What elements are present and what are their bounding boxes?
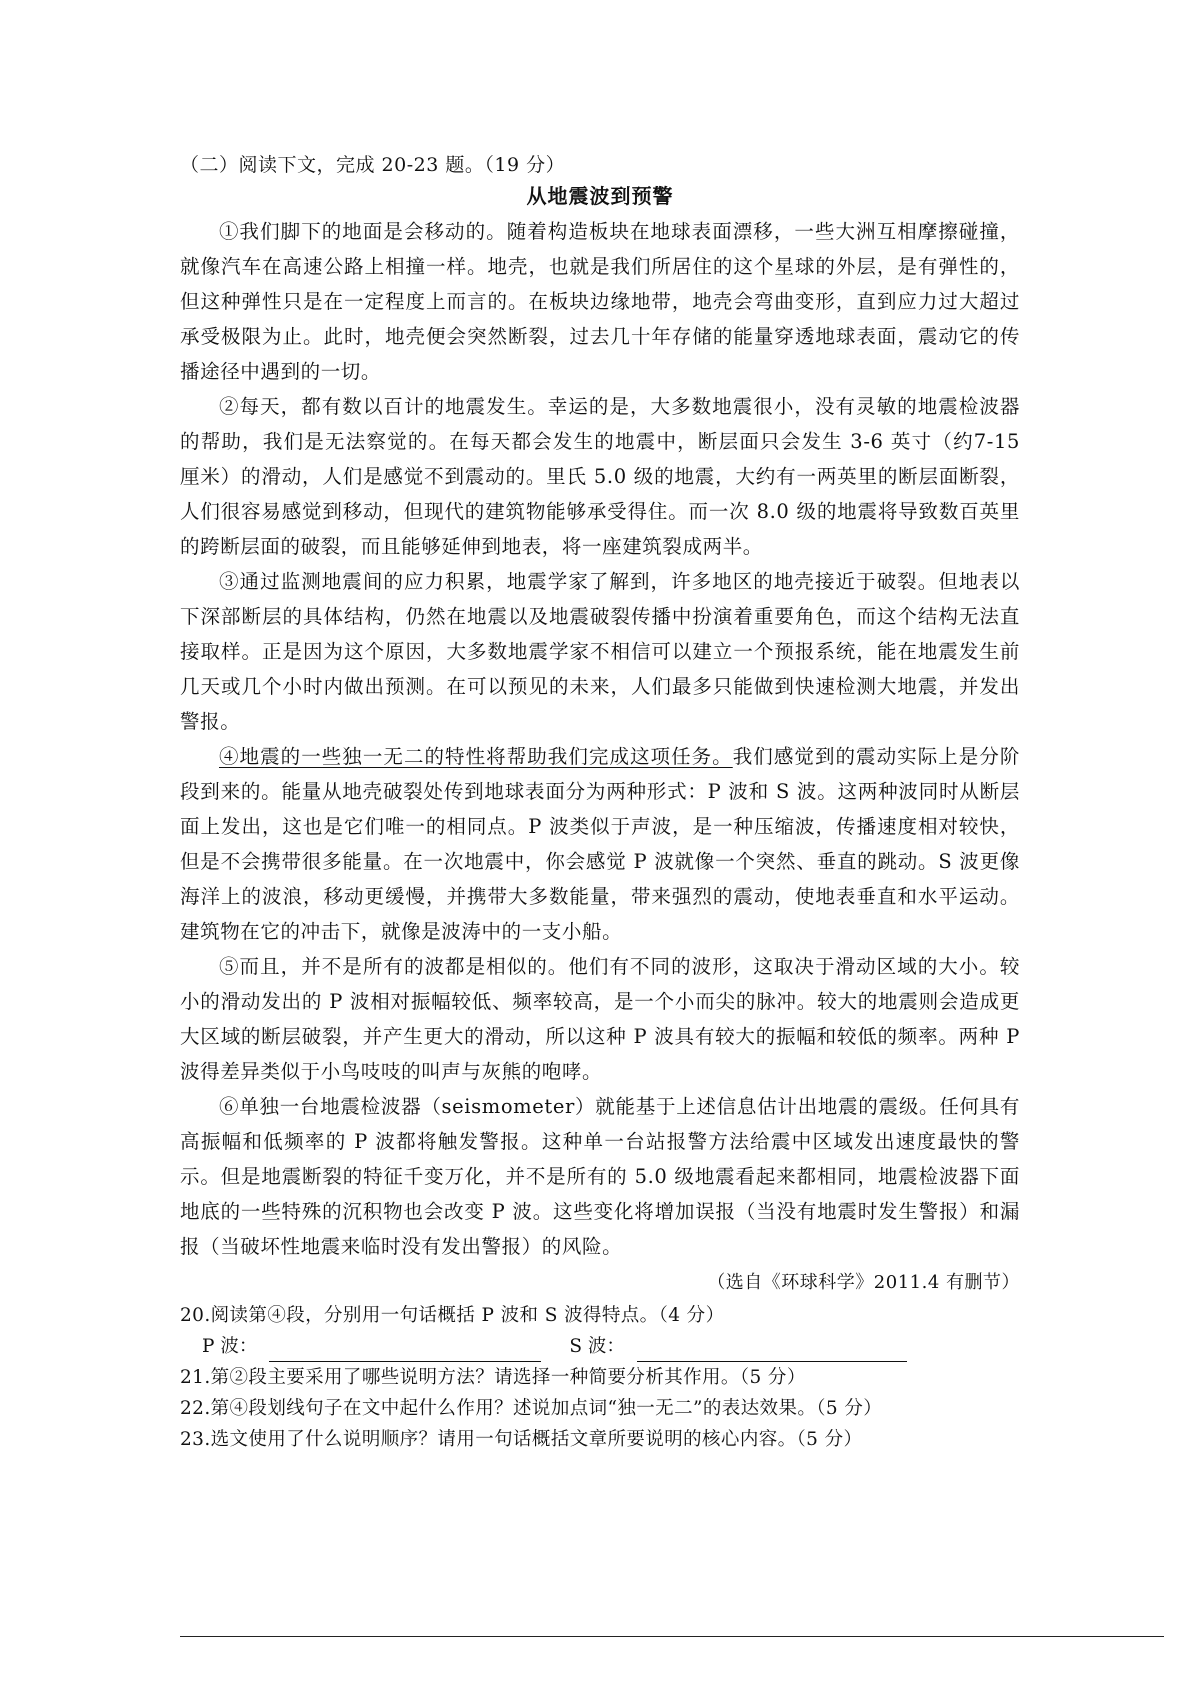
- paragraph-4-body: 我们感觉到的震动实际上是分阶段到来的。能量从地壳破裂处传到地球表面分为两种形式：P 波和 S 波。这两种波同时从断层面上发出，这也是它们唯一的相同点。P 波类似于声波，是一种压缩波，传播速度相对较快，但是不会携带很多能量。在一次地震中，你会感觉 P 波就像一个突然、垂直的跳动。S 波更像海洋上的波浪，移动更缓慢，并携带大多数能量，带来强烈的震动，使地表垂直和水平运动。建筑物在它的冲击下，就像是波涛中的一支小船。: [180, 745, 1020, 943]
- question-21: 21.第②段主要采用了哪些说明方法？请选择一种简要分析其作用。（5 分）: [180, 1367, 806, 1388]
- paragraph-6: ⑥单独一台地震检波器（seismometer）就能基于上述信息估计出地震的震级。任何具有高振幅和低频率的 P 波都将触发警报。这种单一台站报警方法给震中区域发出速度最快的警示。但是地震断裂的特征千变万化，并不是所有的 5.0 级地震看起来都相同，地震检波器下面地底的一些特殊的沉积物也会改变 P 波。这些变化将增加误报（当没有地震时发生警报）和漏报（当破坏性地震来临时没有发出警报）的风险。: [180, 1095, 1020, 1258]
- paragraph-1: ①我们脚下的地面是会移动的。随着构造板块在地球表面漂移，一些大洲互相摩擦碰撞，就像汽车在高速公路上相撞一样。地壳，也就是我们所居住的这个星球的外层，是有弹性的，但这种弹性只是在一定程度上而言的。在板块边缘地带，地壳会弯曲变形，直到应力过大超过承受极限为止。此时，地壳便会突然断裂，过去几十年存储的能量穿透地球表面，震动它的传播途径中遇到的一切。: [180, 220, 1020, 383]
- paragraph-5: ⑤而且，并不是所有的波都是相似的。他们有不同的波形，这取决于滑动区域的大小。较小的滑动发出的 P 波相对振幅较低、频率较高，是一个小而尖的脉冲。较大的地震则会造成更大区域的断层破裂，并产生更大的滑动，所以这种 P 波具有较大的振幅和较低的频率。两种 P 波得差异类似于小鸟吱吱的叫声与灰熊的咆哮。: [180, 955, 1020, 1083]
- article-title: 从地震波到预警: [526, 184, 674, 208]
- source-citation: （选自《环球科学》2011.4 有删节）: [707, 1272, 1020, 1293]
- underlined-sentence: ④地震的一些独一无二的特性将帮助我们完成这项任务。: [219, 745, 733, 768]
- paragraph-2: ②每天，都有数以百计的地震发生。幸运的是，大多数地震很小，没有灵敏的地震检波器的帮助，我们是无法察觉的。在每天都会发生的地震中，断层面只会发生 3-6 英寸（约7-15 厘米）的滑动，人们是感觉不到震动的。里氏 5.0 级的地震，大约有一两英里的断层面断裂，人们很容易感觉到移动，但现代的建筑物能够承受得住。而一次 8.0 级的地震将导致数百英里的跨断层面的破裂，而且能够延伸到地表，将一座建筑裂成两半。: [180, 395, 1020, 558]
- footer-divider: [180, 1636, 1164, 1637]
- question-20: 20.阅读第④段，分别用一句话概括 P 波和 S 波得特点。（4 分）: [180, 1305, 725, 1326]
- paragraph-3: ③通过监测地震间的应力积累，地震学家了解到，许多地区的地壳接近于破裂。但地表以下深部断层的具体结构，仍然在地震以及地震破裂传播中扮演着重要角色，而这个结构无法直接取样。正是因为这个原因，大多数地震学家不相信可以建立一个预报系统，能在地震发生前几天或几个小时内做出预测。在可以预见的未来，人们最多只能做到快速检测大地震，并发出警报。: [180, 570, 1020, 733]
- s-wave-label: S 波：: [569, 1336, 625, 1357]
- p-wave-label: P 波：: [202, 1336, 258, 1357]
- answer-blanks-20: [180, 1331, 1020, 1362]
- paragraph-4: [180, 739, 1020, 949]
- p-wave-answer-line[interactable]: [269, 1339, 541, 1362]
- s-wave-answer-line[interactable]: [637, 1339, 907, 1362]
- question-22: 22.第④段划线句子在文中起什么作用？述说加点词“独一无二”的表达效果。（5 分）: [180, 1398, 883, 1419]
- exam-page: [180, 150, 1020, 1455]
- question-23: 23.选文使用了什么说明顺序？请用一句话概括文章所要说明的核心内容。（5 分）: [180, 1429, 863, 1450]
- section-heading: （二）阅读下文，完成 20-23 题。（19 分）: [180, 154, 566, 176]
